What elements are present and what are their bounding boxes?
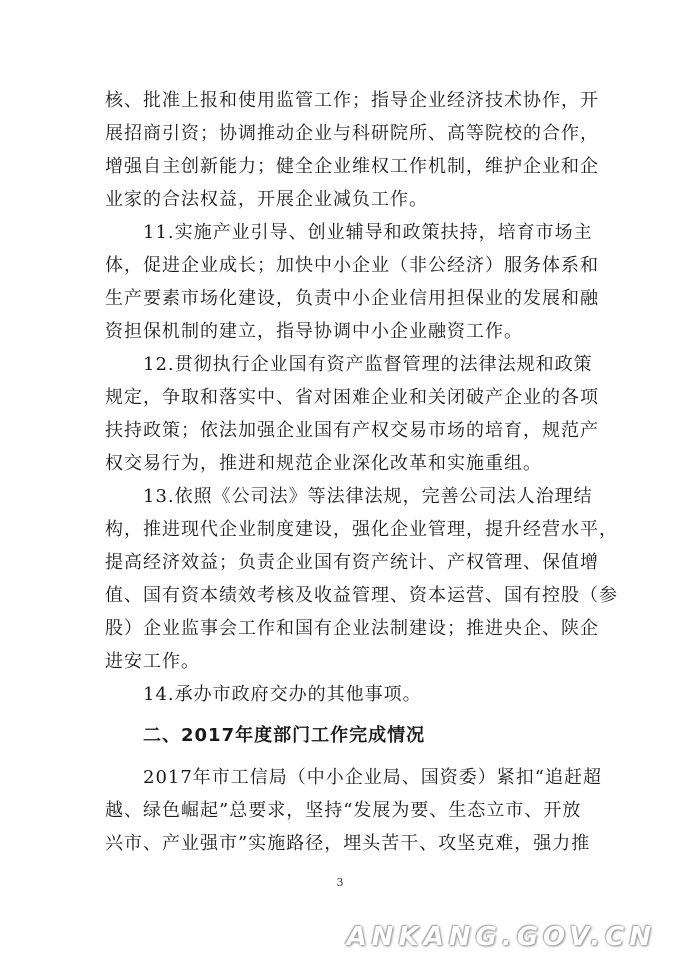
body-line: 提高经济效益；负责企业国有资产统计、产权管理、保值增: [105, 552, 599, 573]
item-12-line: 12.贯彻执行企业国有资产监督管理的法律法规和政策: [143, 354, 593, 375]
body-line: 权交易行为，推进和规范企业深化改革和实施重组。: [105, 453, 542, 474]
body-line: 资担保机制的建立，指导协调中小企业融资工作。: [105, 321, 523, 342]
watermark: ANKANG.GOV.CN: [346, 922, 656, 952]
body-line: 生产要素市场化建设，负责中小企业信用担保业的发展和融: [105, 288, 599, 309]
body-line: 业家的合法权益，开展企业减负工作。: [105, 189, 428, 210]
body-line: 2017年市工信局（中小企业局、国资委）紧扣“追赶超: [143, 767, 603, 788]
body-line: 股）企业监事会工作和国有企业法制建设；推进央企、陕企: [105, 618, 599, 639]
item-11-line: 11.实施产业引导、创业辅导和政策扶持，培育市场主: [143, 222, 593, 243]
body-line: 体，促进企业成长；加快中小企业（非公经济）服务体系和: [105, 255, 599, 276]
body-line: 进安工作。: [105, 651, 200, 672]
body-line: 核、批准上报和使用监管工作；指导企业经济技术协作，开: [105, 90, 599, 111]
body-line: 越、绿色崛起”总要求，坚持“发展为要、生态立市、开放: [105, 800, 582, 821]
body-line: 展招商引资；协调推动企业与科研院所、高等院校的合作，: [105, 123, 599, 144]
item-14-line: 14.承办市政府交办的其他事项。: [143, 684, 422, 705]
body-line: 构，推进现代企业制度建设，强化企业管理，提升经营水平，: [105, 519, 618, 540]
body-line: 值、国有资本绩效考核及收益管理、资本运营、国有控股（参: [105, 585, 618, 606]
body-line: 扶持政策；依法加强企业国有产权交易市场的培育，规范产: [105, 420, 599, 441]
item-13-line: 13.依照《公司法》等法律法规，完善公司法人治理结: [143, 486, 593, 507]
body-line: 兴市、产业强市”实施路径，埋头苦干、攻坚克难，强力推: [105, 833, 591, 854]
body-line: 规定，争取和落实中、省对困难企业和关闭破产企业的各项: [105, 387, 599, 408]
page-number: 3: [336, 876, 344, 889]
body-line: 增强自主创新能力；健全企业维权工作机制，维护企业和企: [105, 156, 599, 177]
section-heading: 二、2017年度部门工作完成情况: [143, 725, 426, 746]
